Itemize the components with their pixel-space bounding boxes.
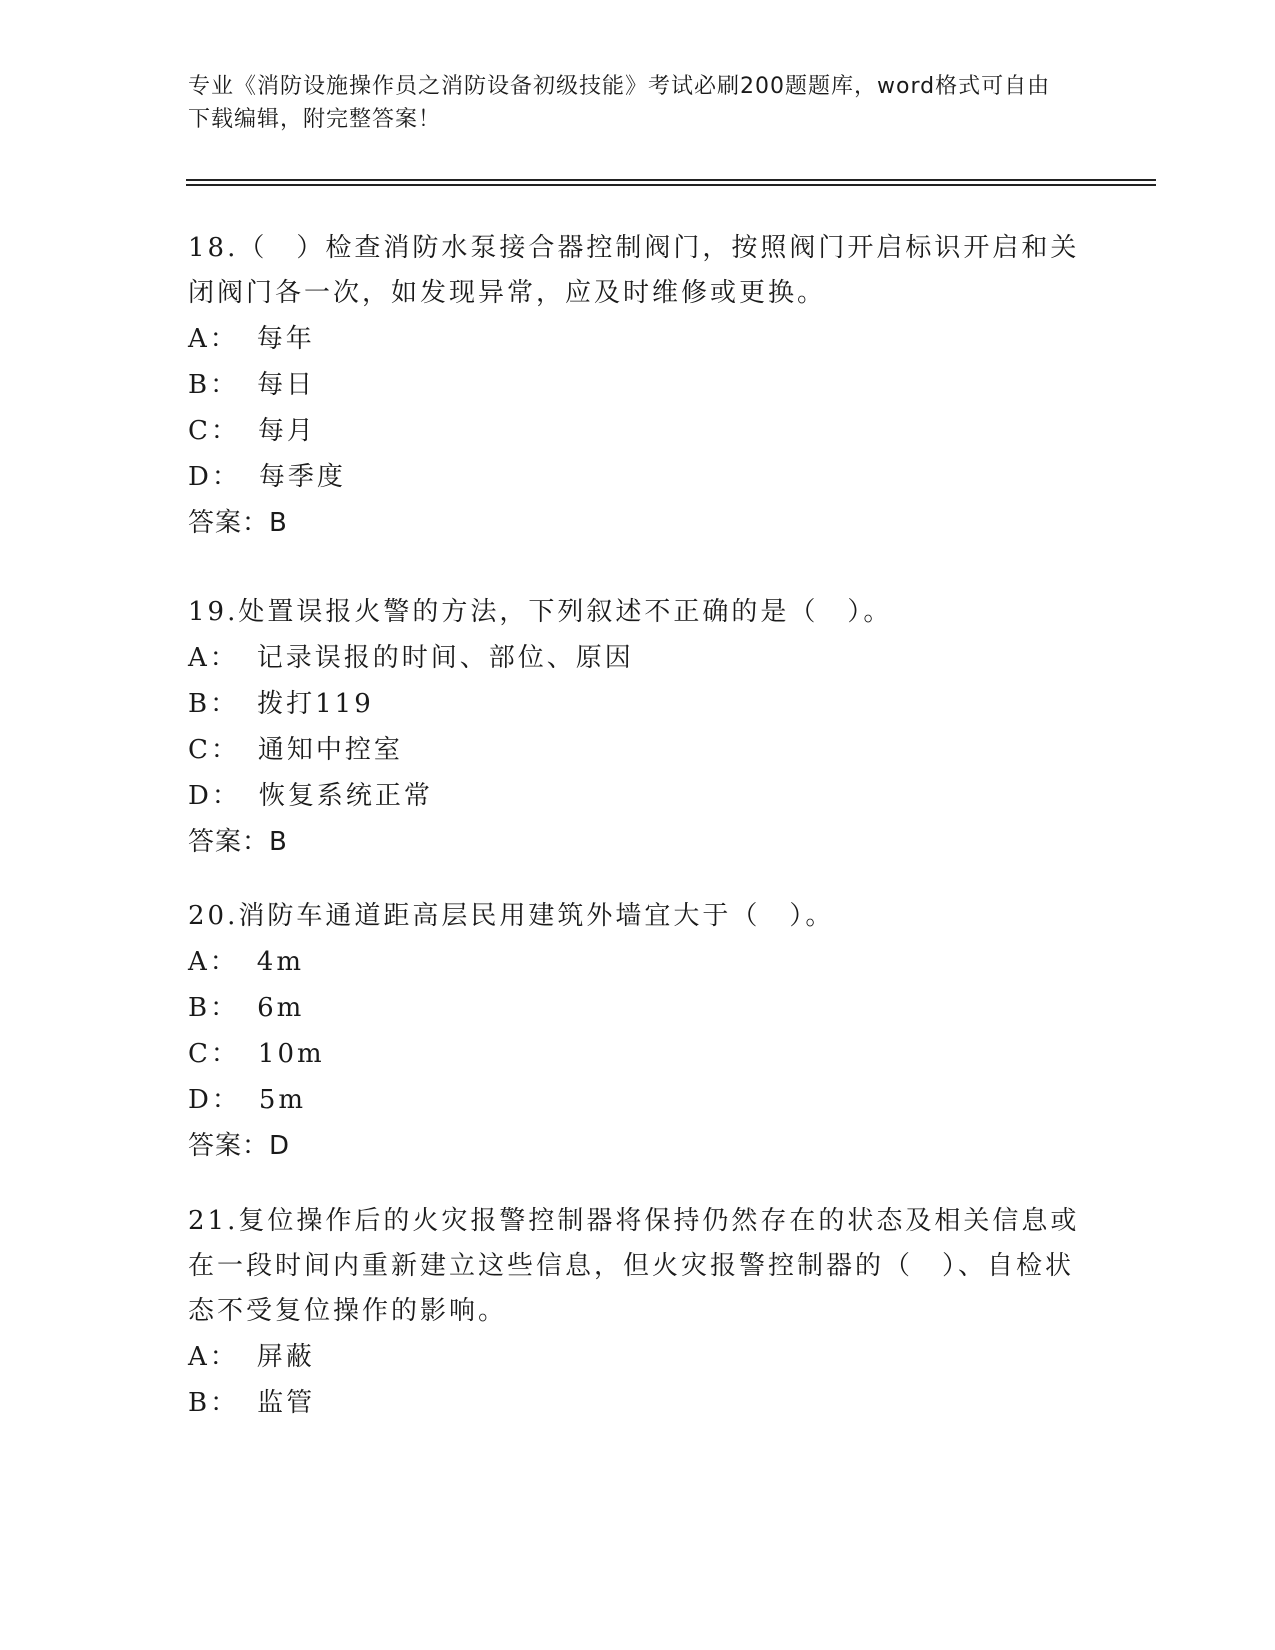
option-d [188, 1077, 1088, 1123]
option-c [188, 408, 1088, 454]
option-key: D： [188, 781, 241, 811]
option-b [188, 681, 1088, 727]
option-b [188, 362, 1088, 408]
option-text: 5m [258, 1085, 307, 1115]
document-header-title: 专业《消防设施操作员之消防设备初级技能》考试必刷200题题库，word格式可自由下载编辑，附完整答案！ [188, 74, 1051, 132]
option-key: A： [188, 324, 239, 354]
option-a [188, 316, 1088, 362]
option-c [188, 1031, 1088, 1077]
answer-line: 答案：D [188, 1131, 291, 1161]
option-a [188, 635, 1088, 681]
option-key: B： [188, 1388, 240, 1418]
option-d [188, 454, 1088, 500]
option-a [188, 1334, 1088, 1380]
option-a [188, 939, 1088, 985]
option-key: C： [188, 1039, 240, 1069]
option-key: A： [188, 643, 239, 673]
header-rule-top [186, 179, 1156, 181]
option-d [188, 773, 1088, 819]
option-text: 监管 [257, 1388, 316, 1418]
question-stem: 19.处置误报火警的方法，下列叙述不正确的是（ ）。 [188, 597, 893, 627]
question-20 [188, 894, 1088, 1169]
answer-line: 答案：B [188, 508, 288, 538]
option-key: A： [188, 1342, 239, 1372]
option-key: D： [188, 462, 241, 492]
option-text: 屏蔽 [256, 1342, 315, 1372]
option-text: 每日 [257, 370, 316, 400]
question-21 [188, 1199, 1088, 1426]
option-key: C： [188, 735, 240, 765]
option-key: B： [188, 370, 240, 400]
option-text: 每年 [256, 324, 315, 354]
option-b [188, 1380, 1088, 1426]
question-stem: 20.消防车通道距高层民用建筑外墙宜大于（ ）。 [188, 901, 835, 931]
question-19 [188, 590, 1088, 865]
option-text: 每月 [257, 416, 316, 446]
option-key: B： [188, 993, 240, 1023]
answer-line: 答案：B [188, 827, 288, 857]
option-text: 6m [257, 993, 305, 1023]
option-text: 记录误报的时间、部位、原因 [256, 643, 634, 673]
option-key: A： [188, 947, 239, 977]
header-rule-bottom [186, 184, 1156, 186]
option-key: C： [188, 416, 240, 446]
option-text: 每季度 [258, 462, 346, 492]
option-text: 恢复系统正常 [258, 781, 433, 811]
option-c [188, 727, 1088, 773]
option-text: 4m [256, 947, 304, 977]
option-text: 通知中控室 [257, 735, 403, 765]
option-text: 10m [257, 1039, 325, 1069]
option-b [188, 985, 1088, 1031]
option-key: B： [188, 689, 240, 719]
question-stem: 18.（ ）检查消防水泵接合器控制阀门，按照阀门开启标识开启和关闭阀门各一次，如发现异常，应及时维修或更换。 [188, 233, 1080, 308]
question-stem: 21.复位操作后的火灾报警控制器将保持仍然存在的状态及相关信息或在一段时间内重新建立这些信息，但火灾报警控制器的（ ）、自检状态不受复位操作的影响。 [188, 1206, 1080, 1326]
question-18 [188, 226, 1088, 546]
option-text: 拨打119 [257, 689, 374, 719]
option-key: D： [188, 1085, 241, 1115]
